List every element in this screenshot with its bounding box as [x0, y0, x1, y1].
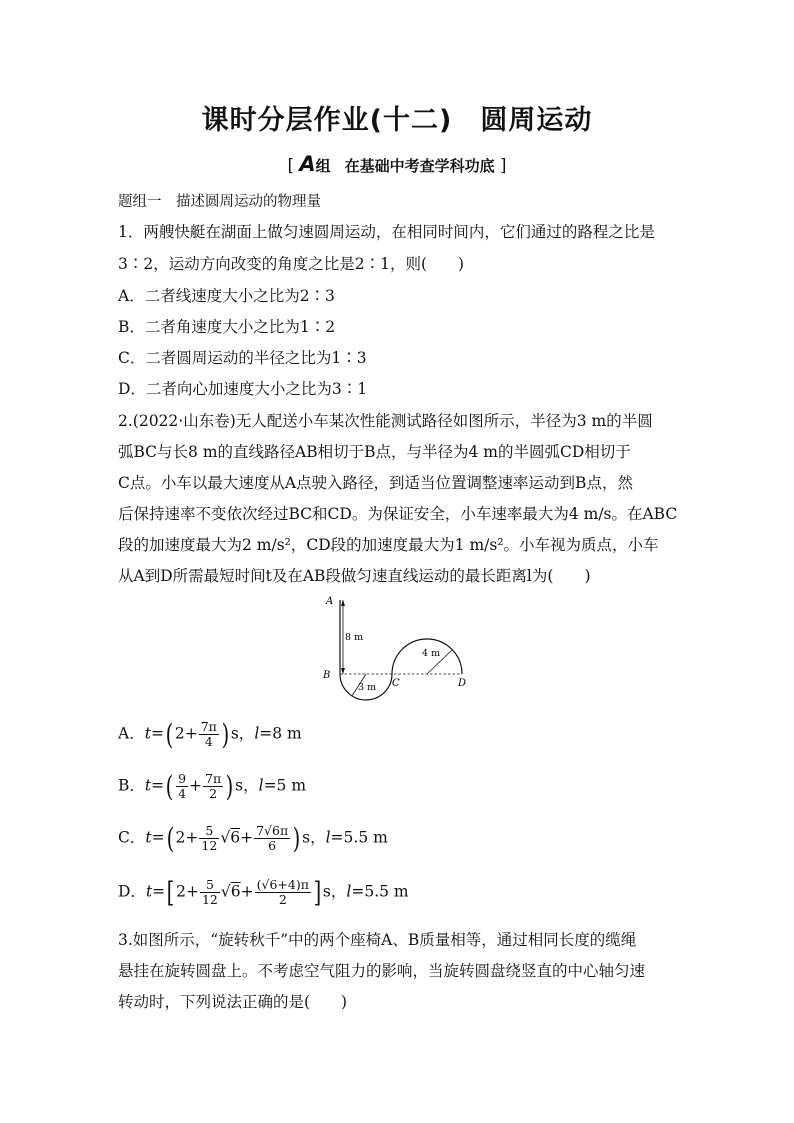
fraction-2 [254, 824, 290, 853]
label-d: D [458, 678, 467, 689]
group-label: 组 [315, 157, 331, 175]
var-t: t [145, 828, 152, 847]
denominator: 2 [278, 892, 287, 907]
equals: = [151, 828, 165, 847]
sqrt-sign: √ [220, 828, 231, 847]
plus: + [240, 882, 254, 901]
numerator: 5 [199, 824, 219, 839]
q2-stem-line5: 段的加速度最大为2 m/s²，CD段的加速度最大为1 m/s²。小车视为质点，小车 [118, 536, 659, 554]
bracket-close: ] [313, 876, 322, 909]
unit: s， [235, 776, 259, 795]
opt-a-label: A． [118, 724, 145, 743]
numerator: 7√6π [256, 823, 289, 838]
l-value: =5.5 m [330, 828, 388, 847]
paren-open: ( [166, 822, 174, 855]
title-main: 课时分层作业(十二) [201, 105, 453, 136]
unit: s， [230, 724, 255, 743]
sqrt-sign: √ [220, 882, 231, 901]
q2-option-a [118, 718, 302, 751]
section-heading: 题组一 描述圆周运动的物理量 [118, 194, 321, 210]
var-l: l [346, 882, 352, 901]
q2-stem-line2: 弧BC与长8 m的直线路径AB相切于B点，与半径为4 m的半圆弧CD相切于 [118, 443, 631, 461]
term-two: 2+ [176, 882, 199, 901]
q2-option-b [118, 770, 306, 803]
q3-stem-line2: 悬挂在旋转圆盘上。不考虑空气阻力的影响，当旋转圆盘绕竖直的中心轴匀速 [118, 962, 646, 980]
denominator: 4 [204, 734, 213, 749]
term-two: 2+ [175, 828, 199, 847]
q2-stem-line4: 后保持速率不变依次经过BC和CD。为保证安全，小车速率最大为4 m/s。在ABC [118, 505, 678, 523]
group-letter: A [299, 152, 316, 176]
label-c: C [392, 678, 400, 689]
label-8m: 8 m [345, 632, 364, 643]
plus: + [189, 776, 203, 795]
paren-open: ( [165, 718, 174, 751]
var-l: l [254, 724, 260, 743]
dim-arrow-bottom [341, 668, 345, 674]
q2-option-d [118, 876, 409, 909]
q3-stem-line1: 3.如图所示，“旋转秋千”中的两个座椅A、B质量相等，通过相同长度的缆绳 [118, 931, 637, 949]
bracket-close: ] [499, 156, 507, 176]
q1-stem-line1: 1．两艘快艇在湖面上做匀速圆周运动，在相同时间内，它们通过的路程之比是 [118, 223, 655, 241]
unit: s， [322, 882, 347, 901]
var-l: l [258, 776, 264, 795]
q1-option-c: C．二者圆周运动的半径之比为1∶3 [118, 349, 367, 367]
q2-stem-line1: 2.(2022·山东卷)无人配送小车某次性能测试路径如图所示，半径为3 m的半圆 [118, 412, 653, 430]
fraction-1 [200, 878, 220, 907]
equals: = [152, 882, 166, 901]
q2-stem-line3: C点。小车以最大速度从A点驶入路径，到适当位置调整速率运动到B点，然 [118, 474, 633, 492]
numerator: 9 [178, 771, 187, 786]
label-4m: 4 m [422, 648, 441, 659]
paren-close: ) [292, 822, 301, 855]
l-value: =8 m [259, 724, 302, 743]
q3-stem-line3: 转动时，下列说法正确的是( ) [118, 993, 348, 1011]
bracket-open: [ [166, 876, 175, 909]
q1-option-a: A．二者线速度大小之比为2∶3 [118, 287, 335, 305]
unit: s， [302, 828, 326, 847]
equals: = [150, 724, 164, 743]
var-l: l [325, 828, 331, 847]
q1-option-d: D．二者向心加速度大小之比为3∶1 [118, 380, 368, 398]
numerator: 5 [200, 878, 220, 893]
q1-stem-line2: 3∶2，运动方向改变的角度之比是2∶1，则( ) [118, 255, 465, 273]
sqrt-radicand: 6 [230, 882, 241, 901]
var-t: t [145, 882, 153, 901]
denominator: 6 [268, 838, 277, 853]
paren-close: ) [221, 718, 230, 751]
page-title [0, 98, 794, 137]
numerator: 7π [205, 771, 222, 786]
q2-stem-line6: 从A到D所需最短时间t及在AB段做匀速直线运动的最长距离l为( ) [118, 567, 591, 585]
label-b: B [323, 670, 331, 681]
opt-d-label: D． [118, 882, 146, 901]
paren-close: ) [225, 770, 234, 803]
q2-option-c [118, 822, 388, 855]
opt-c-label: C． [118, 828, 146, 847]
bracket-open: [ [287, 156, 295, 176]
fraction-2 [255, 878, 311, 907]
label-3m: 3 m [358, 682, 377, 693]
fraction-1 [176, 772, 188, 801]
l-value: =5 m [263, 776, 307, 795]
title-topic: 圆周运动 [480, 105, 593, 136]
numerator: (√6+4)π [256, 877, 309, 892]
group-desc: 在基础中考查学科功底 [344, 157, 495, 175]
term-two: 2+ [174, 724, 198, 743]
numerator: 7π [200, 719, 217, 734]
fraction [199, 720, 219, 749]
q1-option-b: B．二者角速度大小之比为1∶2 [118, 318, 336, 336]
plus: + [240, 828, 254, 847]
path-diagram [318, 592, 478, 710]
label-a: A [326, 596, 334, 607]
group-banner [0, 152, 794, 176]
var-t: t [144, 724, 151, 743]
var-t: t [144, 776, 152, 795]
denominator: 4 [178, 786, 187, 801]
sqrt-radicand: 6 [230, 828, 241, 847]
denominator: 2 [209, 786, 218, 801]
fraction-2 [203, 772, 223, 801]
l-value: =5.5 m [351, 882, 409, 901]
paren-open: ( [165, 770, 174, 803]
opt-b-label: B． [118, 776, 145, 795]
equals: = [151, 776, 165, 795]
fraction-1 [199, 824, 219, 853]
dim-arrow-top [341, 600, 345, 606]
denominator: 12 [201, 892, 218, 907]
denominator: 12 [201, 838, 218, 853]
